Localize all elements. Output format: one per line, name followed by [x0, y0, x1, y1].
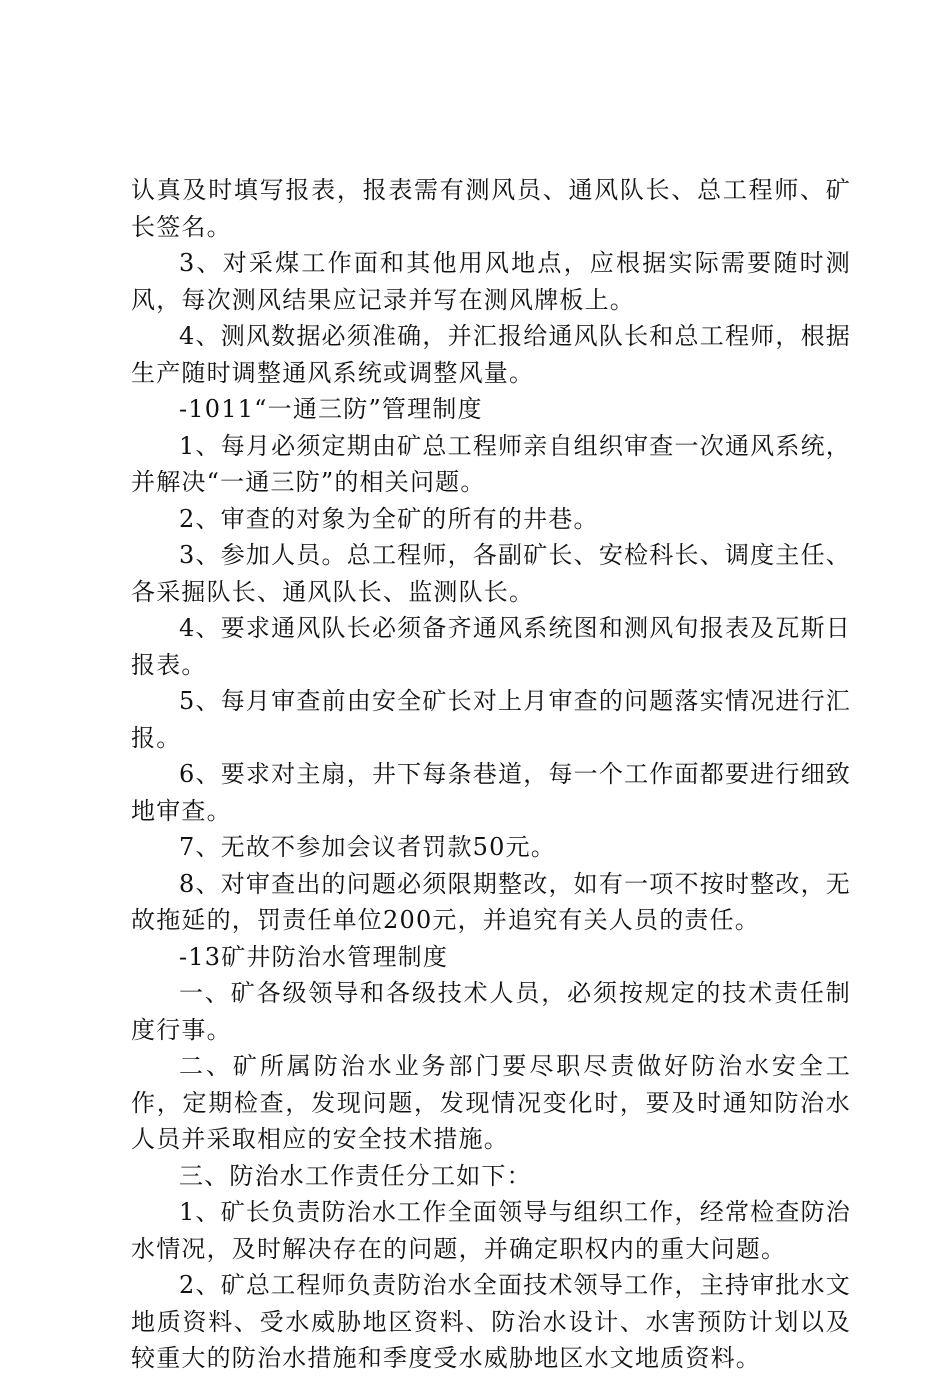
paragraph: 4、要求通风队长必须备齐通风系统图和测风旬报表及瓦斯日报表。 [131, 614, 851, 679]
paragraph: 2、审查的对象为全矿的所有的井巷。 [179, 504, 599, 533]
paragraph: 三、防治水工作责任分工如下： [179, 1161, 532, 1190]
paragraph: 1、每月必须定期由矿总工程师亲自组织审查一次通风系统，并解决“一通三防”的相关问题。 [131, 431, 851, 496]
paragraph: 5、每月审查前由安全矿长对上月审查的问题落实情况进行汇报。 [131, 687, 851, 752]
paragraph: 7、无故不参加会议者罚款50元。 [179, 833, 557, 861]
paragraph: 3、对采煤工作面和其他用风地点，应根据实际需要随时测风，每次测风结果应记录并写在测风牌板上。 [131, 249, 851, 314]
paragraph: 二、矿所属防治水业务部门要尽职尽责做好防治水安全工作，定期检查，发现问题，发现情况变化时，要及时通知防治水人员并采取相应的安全技术措施。 [131, 1052, 851, 1153]
paragraph: 1、矿长负责防治水工作全面领导与组织工作，经常检查防治水情况，及时解决存在的问题，并确定职权内的重大问题。 [131, 1198, 851, 1263]
paragraph: 4、测风数据必须准确，并汇报给通风队长和总工程师，根据生产随时调整通风系统或调整风量。 [131, 322, 851, 387]
paragraph: 一、矿各级领导和各级技术人员，必须按规定的技术责任制度行事。 [131, 979, 851, 1044]
section-heading: -13矿井防治水管理制度 [179, 942, 449, 971]
paragraph: 6、要求对主扇，井下每条巷道，每一个工作面都要进行细致地审查。 [131, 760, 851, 825]
paragraph: 认真及时填写报表，报表需有测风员、通风队长、总工程师、矿长签名。 [131, 176, 851, 241]
paragraph: 8、对审查出的问题必须限期整改，如有一项不按时整改，无故拖延的，罚责任单位200元，并追究有关人员的责任。 [131, 869, 851, 934]
paragraph: 3、参加人员。总工程师，各副矿长、安检科长、调度主任、各采掘队长、通风队长、监测队长。 [131, 541, 851, 606]
section-heading: -1011“一通三防”管理制度 [179, 395, 483, 423]
document-body [131, 172, 851, 1377]
paragraph: 2、矿总工程师负责防治水全面技术领导工作，主持审批水文地质资料、受水威胁地区资料、防治水设计、水害预防计划以及较重大的防治水措施和季度受水威胁地区水文地质资料。 [131, 1271, 851, 1372]
